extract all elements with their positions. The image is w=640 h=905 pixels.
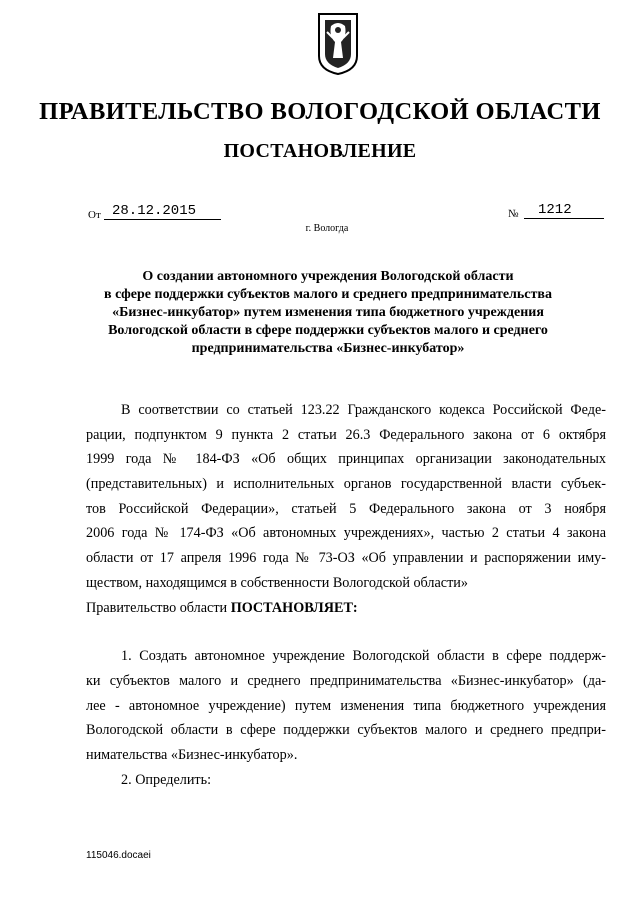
- item2-line: 2. Определить:: [121, 771, 212, 788]
- preamble-line: В соответствии со статьей 123.22 Гражданского кодекса Российской Феде-: [121, 402, 606, 418]
- item1-line: лее - автономное учреждение) путем изменения типа бюджетного учреждения: [86, 697, 606, 714]
- preamble-line: (представительных) и исполнительных органов государственной власти субъек-: [86, 476, 606, 493]
- number-label: №: [508, 208, 519, 220]
- preamble-line: области от 17 апреля 1996 года № 73-ОЗ «Об управлении и распоряжении иму-: [86, 550, 606, 567]
- subject-line: «Бизнес-инкубатор» путем изменения типа бюджетного учреждения: [112, 305, 544, 320]
- subject-line: в сфере поддержки субъектов малого и среднего предпринимательства: [104, 287, 552, 302]
- document-number: 1212: [524, 202, 604, 219]
- subject-line: О создании автономного учреждения Вологодской области: [142, 269, 514, 284]
- coat-of-arms-icon: [317, 12, 359, 76]
- government-title: ПРАВИТЕЛЬСТВО ВОЛОГОДСКОЙ ОБЛАСТИ: [39, 98, 601, 125]
- subject-line: предпринимательства «Бизнес-инкубатор»: [191, 341, 465, 356]
- item1-line: Вологодской области в сфере поддержки субъектов малого и среднего предпри-: [86, 722, 606, 739]
- item1-line: 1. Создать автономное учреждение Вологодской области в сфере поддерж-: [121, 648, 606, 665]
- item1-line: нимательства «Бизнес-инкубатор».: [86, 746, 298, 763]
- document-subject: [80, 268, 576, 358]
- resolution-keyword: ПОСТАНОВЛЯЕТ:: [230, 599, 358, 616]
- preamble-line: 2006 года № 174-ФЗ «Об автономных учреждениях», частью 2 статьи 4 закона: [86, 525, 606, 542]
- preamble-line: ществом, находящимся в собственности Вологодской области»: [86, 574, 468, 591]
- subject-line: Вологодской области в сфере поддержки субъектов малого и среднего: [108, 323, 548, 338]
- date-label: От: [88, 209, 101, 221]
- document-type: ПОСТАНОВЛЕНИЕ: [223, 140, 417, 162]
- resolution-prefix: Правительство области: [86, 599, 231, 616]
- document-date: 28.12.2015: [104, 203, 221, 220]
- preamble-line: 1999 года № 184-ФЗ «Об общих принципах организации законодательных: [86, 451, 606, 468]
- preamble-line: тов Российской Федерации», статьей 5 Федерального закона от 3 ноября: [86, 500, 606, 517]
- file-reference: 115046.docaei: [86, 850, 151, 861]
- paragraph-spacer: [86, 620, 606, 644]
- preamble-line: рации, подпунктом 9 пункта 2 статьи 26.3 Федерального закона от 6 октября: [86, 426, 606, 443]
- item1-line: ки субъектов малого и среднего предпринимательства «Бизнес-инкубатор» (да-: [86, 672, 606, 689]
- city-label: г. Вологда: [305, 223, 349, 234]
- document-body: [86, 398, 606, 792]
- resolution-line: [86, 596, 606, 621]
